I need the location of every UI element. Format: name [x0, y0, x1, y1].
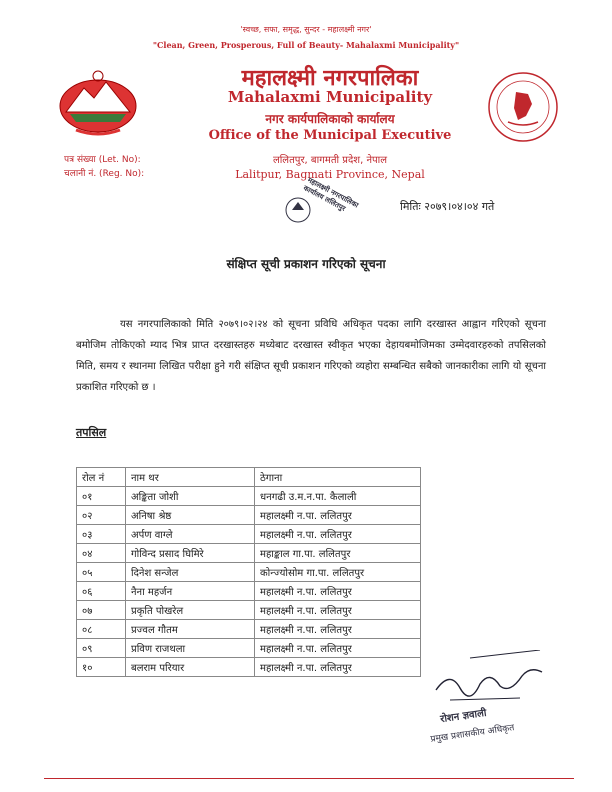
- table-header-row: [77, 468, 421, 487]
- roll-cell: ०३: [77, 525, 126, 544]
- table-row: [77, 525, 421, 544]
- name-cell: प्रविण राजथला: [126, 639, 255, 658]
- name-cell: प्रकृति पोखरेल: [126, 601, 255, 620]
- table-row: [77, 582, 421, 601]
- table-row: [77, 544, 421, 563]
- annex-heading: तपसिल: [76, 426, 107, 439]
- table-row: [77, 620, 421, 639]
- address-cell: महालक्ष्मी न.पा. ललितपुर: [255, 639, 421, 658]
- name-cell: दिनेश सन्जेल: [126, 563, 255, 582]
- table-row: [77, 639, 421, 658]
- footer-divider: [44, 778, 574, 779]
- name-cell: अर्पण वाग्ले: [126, 525, 255, 544]
- slogan-nepali: 'स्वच्छ, सफा, समृद्ध, सुन्दर - महालक्ष्मी नगर': [240, 25, 372, 34]
- notice-body: यस नगरपालिकाको मिति २०७९।०२।२४ को सूचना प्रविधि अधिकृत पदका लागि दरखास्त आह्वान गरिएको सूचना बमोजिम तोकिएको म्याद भित्र प्राप्त दरखास्तहरु मध्येबाट दरखास्त स्वीकृत भएका देहायबमोजिमका उम्मेदवारहरुको तपसिलको मिति, समय र स्थानमा लिखित परीक्षा हुने गरी संक्षिप्त सूची प्रकाशन गरिएको व्यहोरा सम्बन्धित सबैको जानकारीका लागि यो सूचना प्रकाशित गरिएको छ ।: [76, 319, 546, 393]
- address-nepali: ललितपुर, बागमती प्रदेश, नेपाल: [272, 155, 388, 166]
- roll-cell: ०४: [77, 544, 126, 563]
- nepal-emblem-icon: [56, 64, 140, 138]
- roll-cell: ०१: [77, 487, 126, 506]
- name-cell: बलराम परियार: [126, 658, 255, 677]
- roll-cell: ०९: [77, 639, 126, 658]
- office-title-nepali: नगर कार्यपालिकाको कार्यालय: [265, 112, 395, 126]
- table-row: [77, 506, 421, 525]
- roll-cell: ०६: [77, 582, 126, 601]
- letter-number-label: पत्र संख्या (Let. No):: [64, 155, 141, 165]
- name-cell: अङ्किता जोशी: [126, 487, 255, 506]
- name-cell: नैना महर्जन: [126, 582, 255, 601]
- signatory-designation: प्रमुख प्रशासकीय अधिकृत: [429, 723, 515, 745]
- roll-cell: ०२: [77, 506, 126, 525]
- roll-cell: १०: [77, 658, 126, 677]
- document-date: मितिः २०७९।०४।०४ गते: [400, 200, 495, 213]
- stamp-text: महालक्ष्मी नगरपालिका कार्यालय ललितपुर: [301, 176, 360, 213]
- column-header-name: नाम थर: [126, 468, 255, 487]
- notice-heading: संक्षिप्त सूची प्रकाशन गरिएको सूचना: [226, 257, 386, 271]
- roll-cell: ०८: [77, 620, 126, 639]
- address-cell: महालक्ष्मी न.पा. ललितपुर: [255, 658, 421, 677]
- slogan-english: "Clean, Green, Prosperous, Full of Beauty- Mahalaxmi Municipality": [152, 40, 460, 50]
- roll-cell: ०५: [77, 563, 126, 582]
- handwritten-signature: [430, 650, 550, 710]
- municipality-title-nepali: महालक्ष्मी नगरपालिका: [241, 66, 419, 91]
- name-cell: अनिषा श्रेष्ठ: [126, 506, 255, 525]
- address-cell: महालक्ष्मी न.पा. ललितपुर: [255, 582, 421, 601]
- address-cell: महाङ्काल गा.पा. ललितपुर: [255, 544, 421, 563]
- address-cell: महालक्ष्मी न.पा. ललितपुर: [255, 620, 421, 639]
- column-header-address: ठेगाना: [255, 468, 421, 487]
- registration-number-label: चलानी नं. (Reg. No):: [64, 169, 145, 179]
- table-row: [77, 601, 421, 620]
- address-cell: महालक्ष्मी न.पा. ललितपुर: [255, 601, 421, 620]
- signatory-name: रोशन ज्ञवाली: [439, 707, 488, 726]
- office-stamp: [280, 176, 370, 246]
- municipality-title-english: Mahalaxmi Municipality: [227, 88, 433, 106]
- address-cell: महालक्ष्मी न.पा. ललितपुर: [255, 525, 421, 544]
- address-cell: महालक्ष्मी न.पा. ललितपुर: [255, 506, 421, 525]
- table-row: [77, 563, 421, 582]
- address-english: Lalitpur, Bagmati Province, Nepal: [235, 168, 425, 181]
- roll-cell: ०७: [77, 601, 126, 620]
- table-row: [77, 487, 421, 506]
- candidate-table: [76, 467, 421, 677]
- column-header-roll: रोल नं: [77, 468, 126, 487]
- office-title-english: Office of the Municipal Executive: [208, 128, 452, 143]
- address-cell: धनगढी उ.म.न.पा. कैलाली: [255, 487, 421, 506]
- address-cell: कोन्ज्योसोम गा.पा. ललितपुर: [255, 563, 421, 582]
- municipality-logo-icon: [486, 70, 560, 144]
- table-row: [77, 658, 421, 677]
- name-cell: प्रज्वल गौतम: [126, 620, 255, 639]
- name-cell: गोविन्द प्रसाद घिमिरे: [126, 544, 255, 563]
